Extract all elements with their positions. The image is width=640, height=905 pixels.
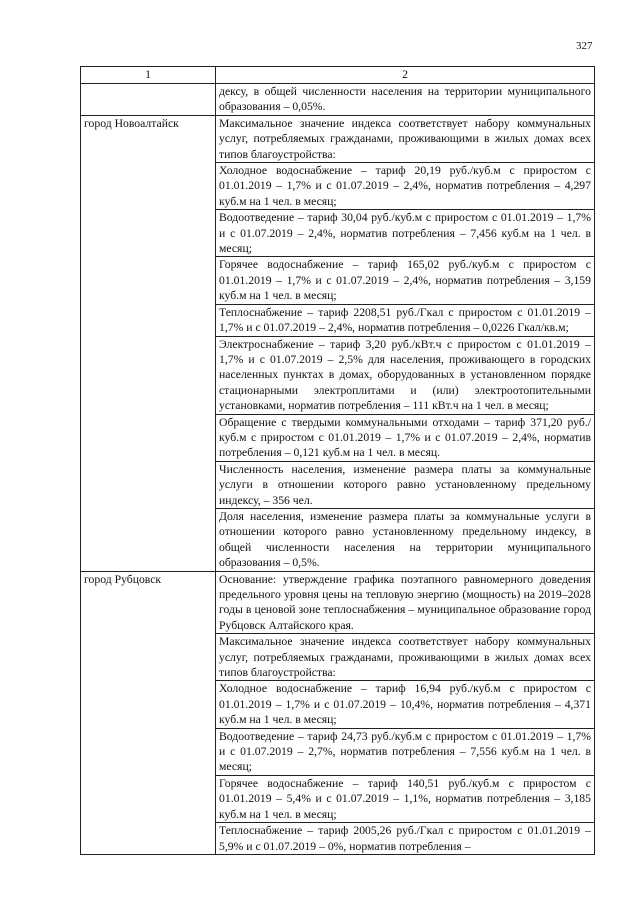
- paragraph: Горячее водоснабжение – тариф 165,02 руб./куб.м с приростом с 01.01.2019 – 1,7% и с 01.07.2019 – 2,4%, норматив потребления – 3,159 куб.м на 1 чел. в месяц;: [216, 256, 594, 303]
- municipality-cell: город Новоалтайск: [81, 115, 216, 571]
- tariff-table: [80, 66, 595, 855]
- paragraph: Теплоснабжение – тариф 2005,26 руб./Гкал с приростом с 01.01.2019 – 5,9% и с 01.07.2019 – 0%, норматив потребления –: [216, 822, 594, 854]
- paragraph: Холодное водоснабжение – тариф 16,94 руб./куб.м с приростом с 01.01.2019 – 1,7% и с 01.07.2019 – 10,4%, норматив потребления – 4,371 куб.м на 1 чел. в месяц;: [216, 680, 594, 727]
- paragraph: Водоотведение – тариф 24,73 руб./куб.м с приростом с 01.01.2019 – 1,7% и с 01.07.2019 – 2,7%, норматив потребления – 7,556 куб.м на 1 чел. в месяц;: [216, 728, 594, 775]
- paragraph: дексу, в общей численности населения на территории муниципального образования – 0,05%.: [219, 85, 591, 114]
- table-header-row: [81, 67, 595, 84]
- paragraph: Основание: утверждение графика поэтапного равномерного доведения предельного уровня цены на тепловую энергию (мощность) на 2019–2028 годы в ценовой зоне теплоснабжения – муниципальное образование город Рубцовск Алтайского края.: [219, 572, 591, 632]
- paragraph: Доля населения, изменение размера платы за коммунальные услуги в отношении которого равно установленному предельному индексу, в общей численности населения на территории муниципального образования – 0,5%.: [216, 508, 594, 571]
- paragraph: Обращение с твердыми коммунальными отходами – тариф 371,20 руб./куб.м с приростом с 01.01.2019 – 1,7% и с 01.07.2019 – 2,4%, норматив потребления – 0,121 куб.м на 1 чел. в месяц.: [216, 414, 594, 461]
- municipality-cell: [81, 84, 216, 116]
- description-cell: [216, 115, 595, 571]
- paragraph: Максимальное значение индекса соответствует набору коммунальных услуг, потребляемых гражданами, проживающими в жилых домах всех типов благоустройства:: [219, 116, 591, 161]
- paragraph: Максимальное значение индекса соответствует набору коммунальных услуг, потребляемых гражданами, проживающими в жилых домах всех типов благоустройства:: [216, 633, 594, 680]
- municipality-cell: город Рубцовск: [81, 571, 216, 854]
- paragraph: Численность населения, изменение размера платы за коммунальные услуги в отношении которого равно установленному предельному индексу, – 356 чел.: [216, 461, 594, 508]
- table-row: [81, 115, 595, 571]
- header-col-2: 2: [216, 67, 595, 84]
- paragraph: Теплоснабжение – тариф 2208,51 руб./Гкал с приростом с 01.01.2019 – 1,7% и с 01.07.2019 – 2,4%, норматив потребления – 0,0226 Гкал/кв.м;: [216, 304, 594, 336]
- table-row: [81, 571, 595, 854]
- description-cell: [216, 571, 595, 854]
- table-row: [81, 84, 595, 116]
- paragraph: Электроснабжение – тариф 3,20 руб./кВт.ч с приростом с 01.01.2019 – 1,7% и с 01.07.2019 – 2,5% для населения, проживающего в городских населенных пунктах в домах, оборудованных в установленном порядке стационарными электроплитами и (или) электроотопительными установками, норматив потребления – 111 кВт.ч на 1 чел. в месяц;: [216, 336, 594, 414]
- paragraph: Водоотведение – тариф 30,04 руб./куб.м с приростом с 01.01.2019 – 1,7% и с 01.07.2019 – 2,4%, норматив потребления – 7,456 куб.м на 1 чел. в месяц;: [216, 209, 594, 256]
- paragraph: Холодное водоснабжение – тариф 20,19 руб./куб.м с приростом с 01.01.2019 – 1,7% и с 01.07.2019 – 2,4%, норматив потребления – 4,297 куб.м на 1 чел. в месяц;: [216, 162, 594, 209]
- page-number: 327: [576, 40, 593, 52]
- paragraph: Горячее водоснабжение – тариф 140,51 руб./куб.м с приростом с 01.01.2019 – 5,4% и с 01.07.2019 – 1,1%, норматив потребления – 3,185 куб.м на 1 чел. в месяц;: [216, 775, 594, 822]
- header-col-1: 1: [81, 67, 216, 84]
- description-cell: [216, 84, 595, 116]
